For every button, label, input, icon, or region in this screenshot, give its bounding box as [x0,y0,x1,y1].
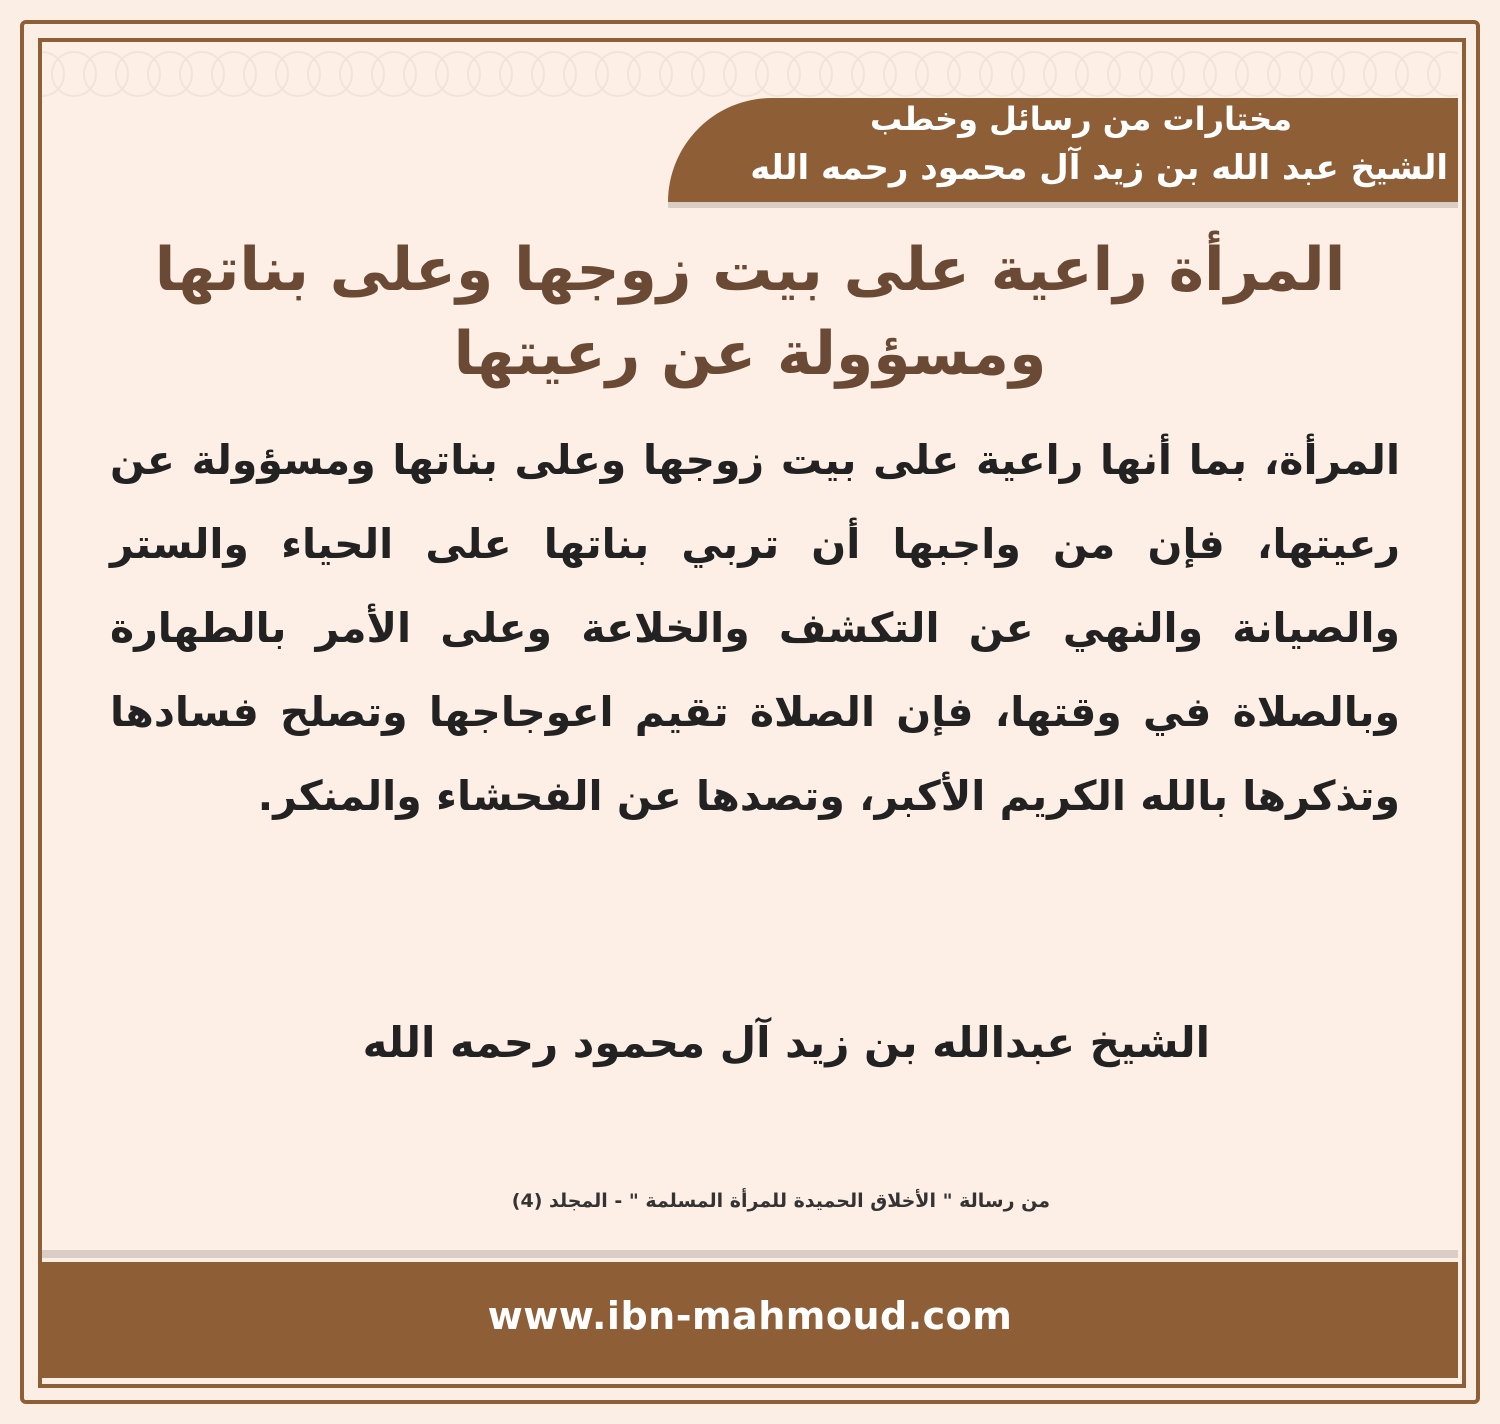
author-signature: الشيخ عبدالله بن زيد آل محمود رحمه الله [362,1018,1210,1067]
header-subtitle: مختارات من رسائل وخطب [869,100,1292,138]
source-citation: من رسالة " الأخلاق الحميدة للمرأة المسلمة " - المجلد (4) [511,1190,1050,1212]
footer-divider [42,1250,1458,1258]
header-author: الشيخ عبد الله بن زيد آل محمود رحمه الله [750,148,1448,188]
body-paragraph: المرأة، بما أنها راعية على بيت زوجها وعلى بناتها ومسؤولة عن رعيتها، فإن من واجبها أن تربي بناتها على الحياء والستر والصيانة والنهي عن التكشف والخلاعة وعلى الأمر بالطهارة وبالصلاة في وقتها، فإن الصلاة تقيم اعوجاجها وتصلح فسادها وتذكرها بالله الكريم الأكبر، وتصدها عن الفحشاء والمنكر. [110,436,1400,820]
website-link[interactable]: www.ibn-mahmoud.com [487,1294,1013,1338]
decorative-pattern [42,42,1458,106]
page-title: المرأة راعية على بيت زوجها وعلى بناتها ومسؤولة عن رعيتها [154,235,1346,389]
